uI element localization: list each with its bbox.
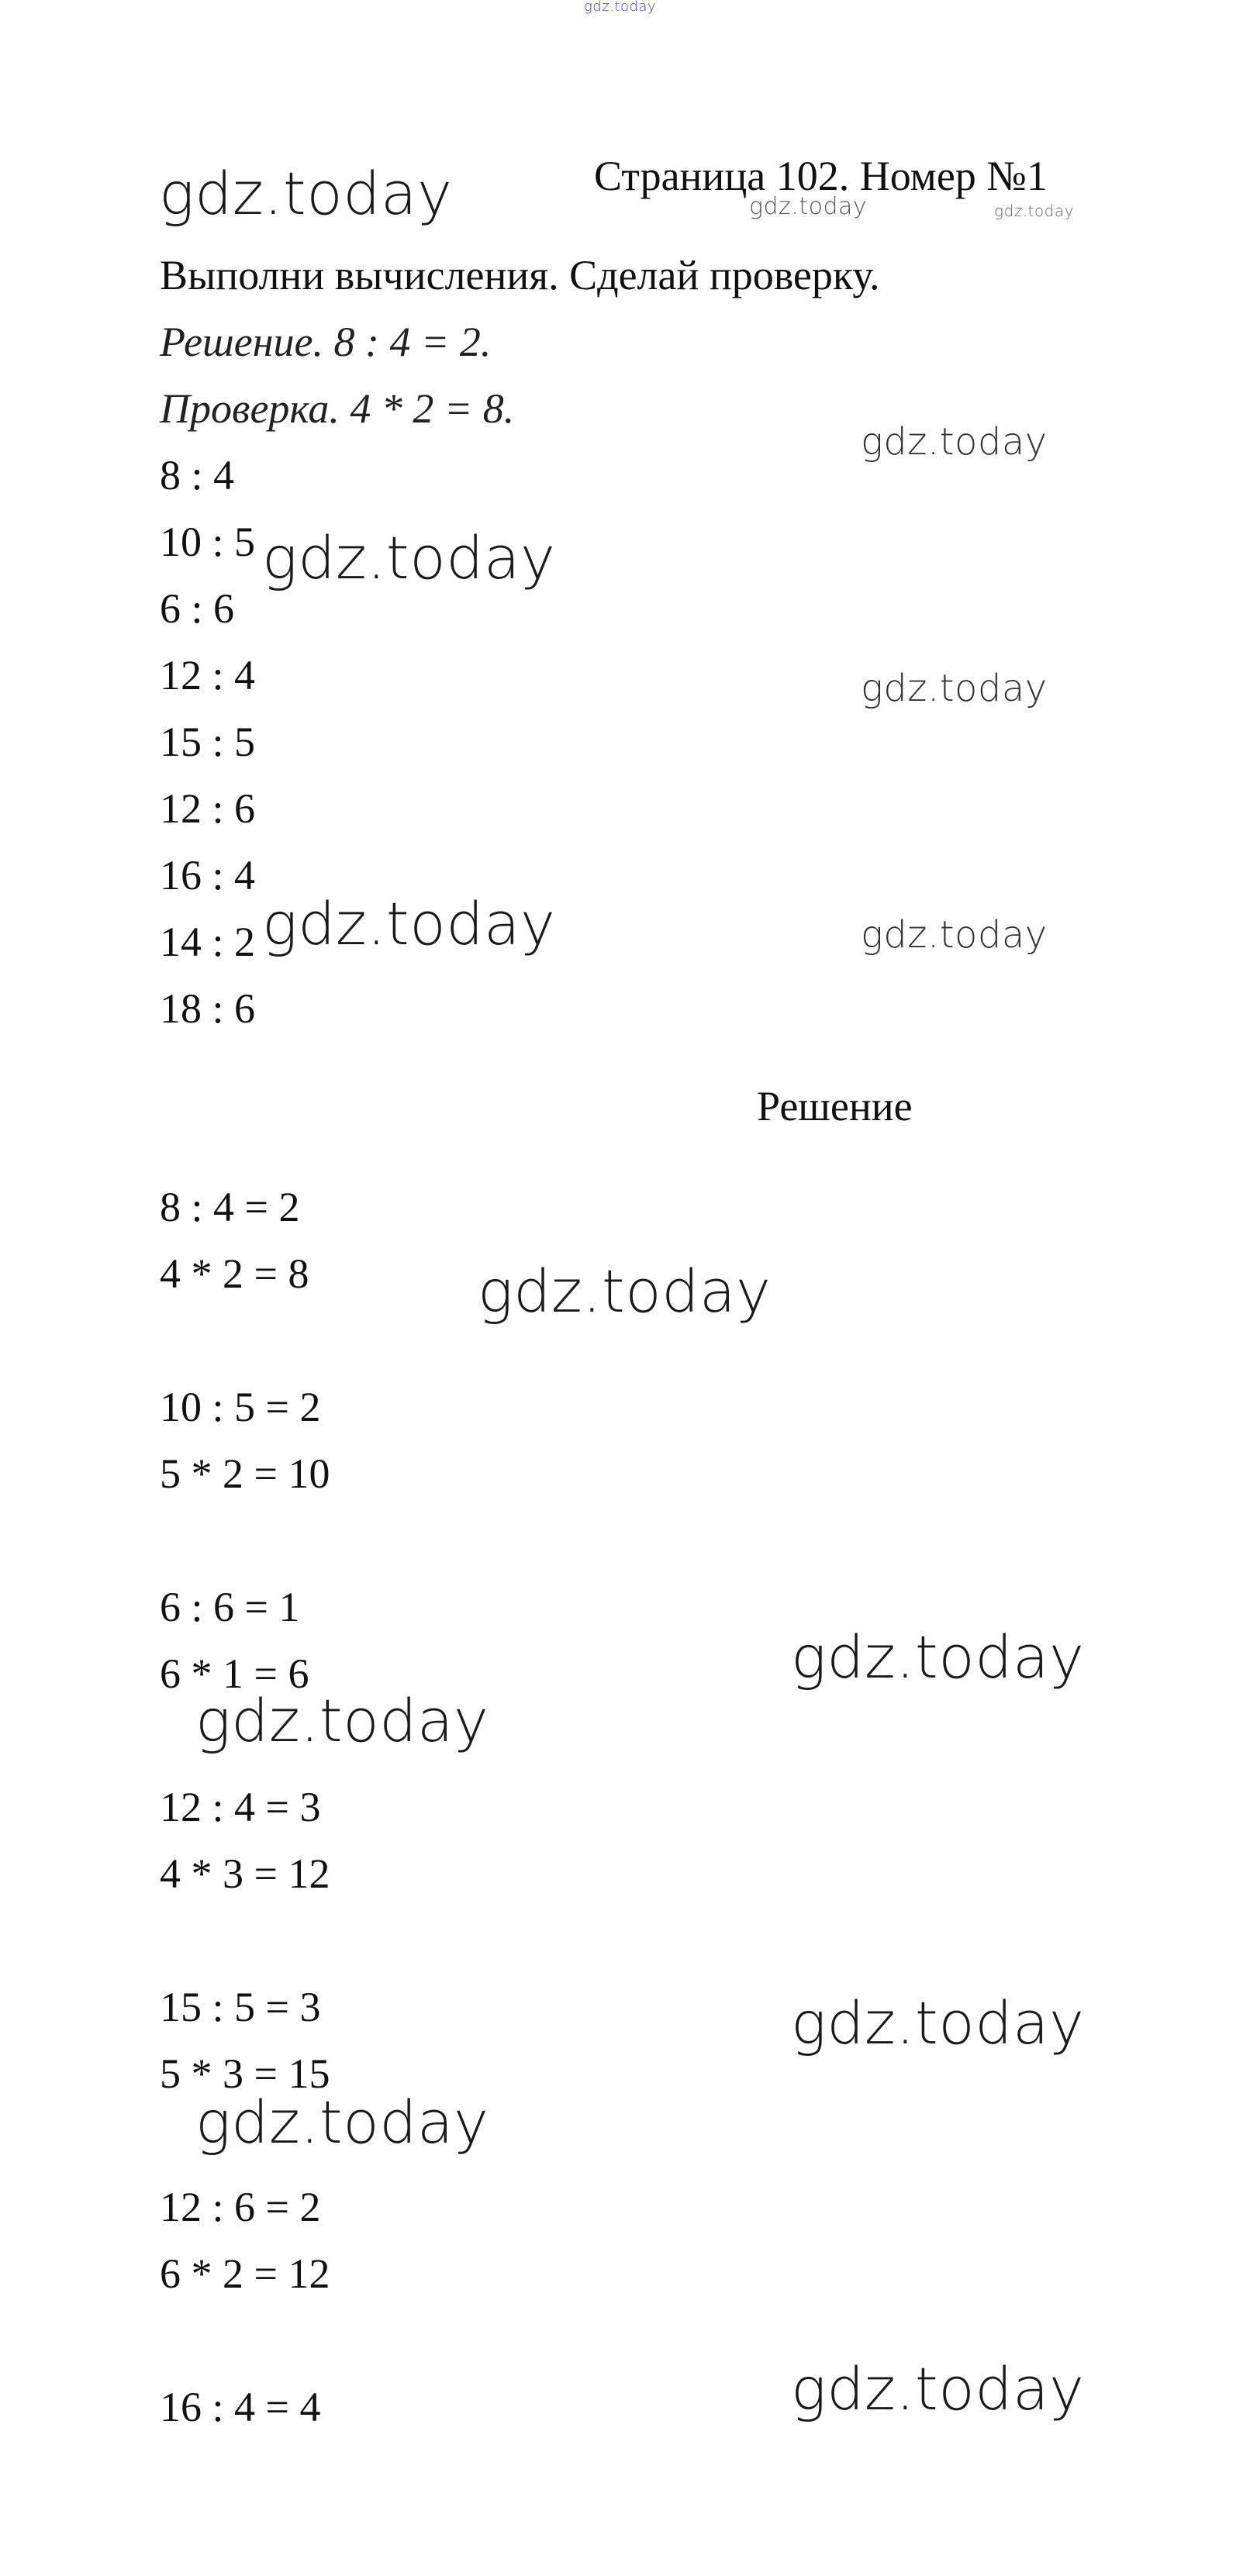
exercise-item: 12 : 4 [160, 652, 256, 698]
solution-check: 5 * 3 = 15 [160, 2050, 330, 2097]
solution-check: 6 * 1 = 6 [160, 1650, 309, 1697]
task-instruction: Выполни вычисления. Сделай проверку. [160, 252, 880, 298]
exercise-item: 8 : 4 [160, 452, 235, 498]
example-solution: Решение. 8 : 4 = 2. [160, 319, 492, 365]
solution-check: 4 * 3 = 12 [160, 1850, 330, 1897]
watermark-large: gdz.today [262, 523, 556, 592]
solution-calc: 8 : 4 = 2 [160, 1184, 300, 1230]
watermark-large: gdz.today [791, 1988, 1085, 2057]
exercise-item: 12 : 6 [160, 785, 256, 832]
solution-check: 5 * 2 = 10 [160, 1450, 330, 1497]
exercise-item: 18 : 6 [160, 985, 256, 1032]
watermark-large: gdz.today [478, 1257, 772, 1326]
watermark-large: gdz.today [791, 2354, 1085, 2423]
page-title: Страница 102. Номер №1 [594, 153, 1048, 199]
watermark-large: gdz.today [195, 2088, 489, 2157]
solution-calc: 10 : 5 = 2 [160, 1384, 321, 1430]
solution-calc: 15 : 5 = 3 [160, 1984, 321, 2030]
exercise-item: 16 : 4 [160, 852, 256, 898]
watermark-small: gdz.today [749, 193, 868, 220]
watermark-large: gdz.today [195, 1686, 489, 1755]
watermark-top: gdz.today [584, 0, 657, 15]
exercise-item: 14 : 2 [160, 919, 256, 965]
watermark-side: gdz.today [861, 420, 1048, 464]
solution-check: 4 * 2 = 8 [160, 1250, 309, 1297]
watermark-large: gdz.today [262, 889, 556, 958]
solution-check: 6 * 2 = 12 [160, 2250, 330, 2297]
exercise-item: 15 : 5 [160, 719, 256, 765]
solution-heading: Решение [757, 1083, 913, 1129]
exercise-item: 10 : 5 [160, 519, 256, 565]
watermark-side: gdz.today [861, 667, 1048, 710]
watermark-logo: gdz.today [159, 159, 453, 228]
watermark-side: gdz.today [861, 913, 1048, 957]
exercise-item: 6 : 6 [160, 585, 235, 632]
watermark-large: gdz.today [791, 1623, 1085, 1691]
solution-calc: 12 : 4 = 3 [160, 1784, 321, 1830]
watermark-tiny: gdz.today [994, 202, 1074, 220]
solution-calc: 16 : 4 = 4 [160, 2384, 321, 2430]
solution-calc: 12 : 6 = 2 [160, 2184, 321, 2230]
example-check: Проверка. 4 * 2 = 8. [160, 385, 515, 432]
solution-calc: 6 : 6 = 1 [160, 1584, 300, 1630]
